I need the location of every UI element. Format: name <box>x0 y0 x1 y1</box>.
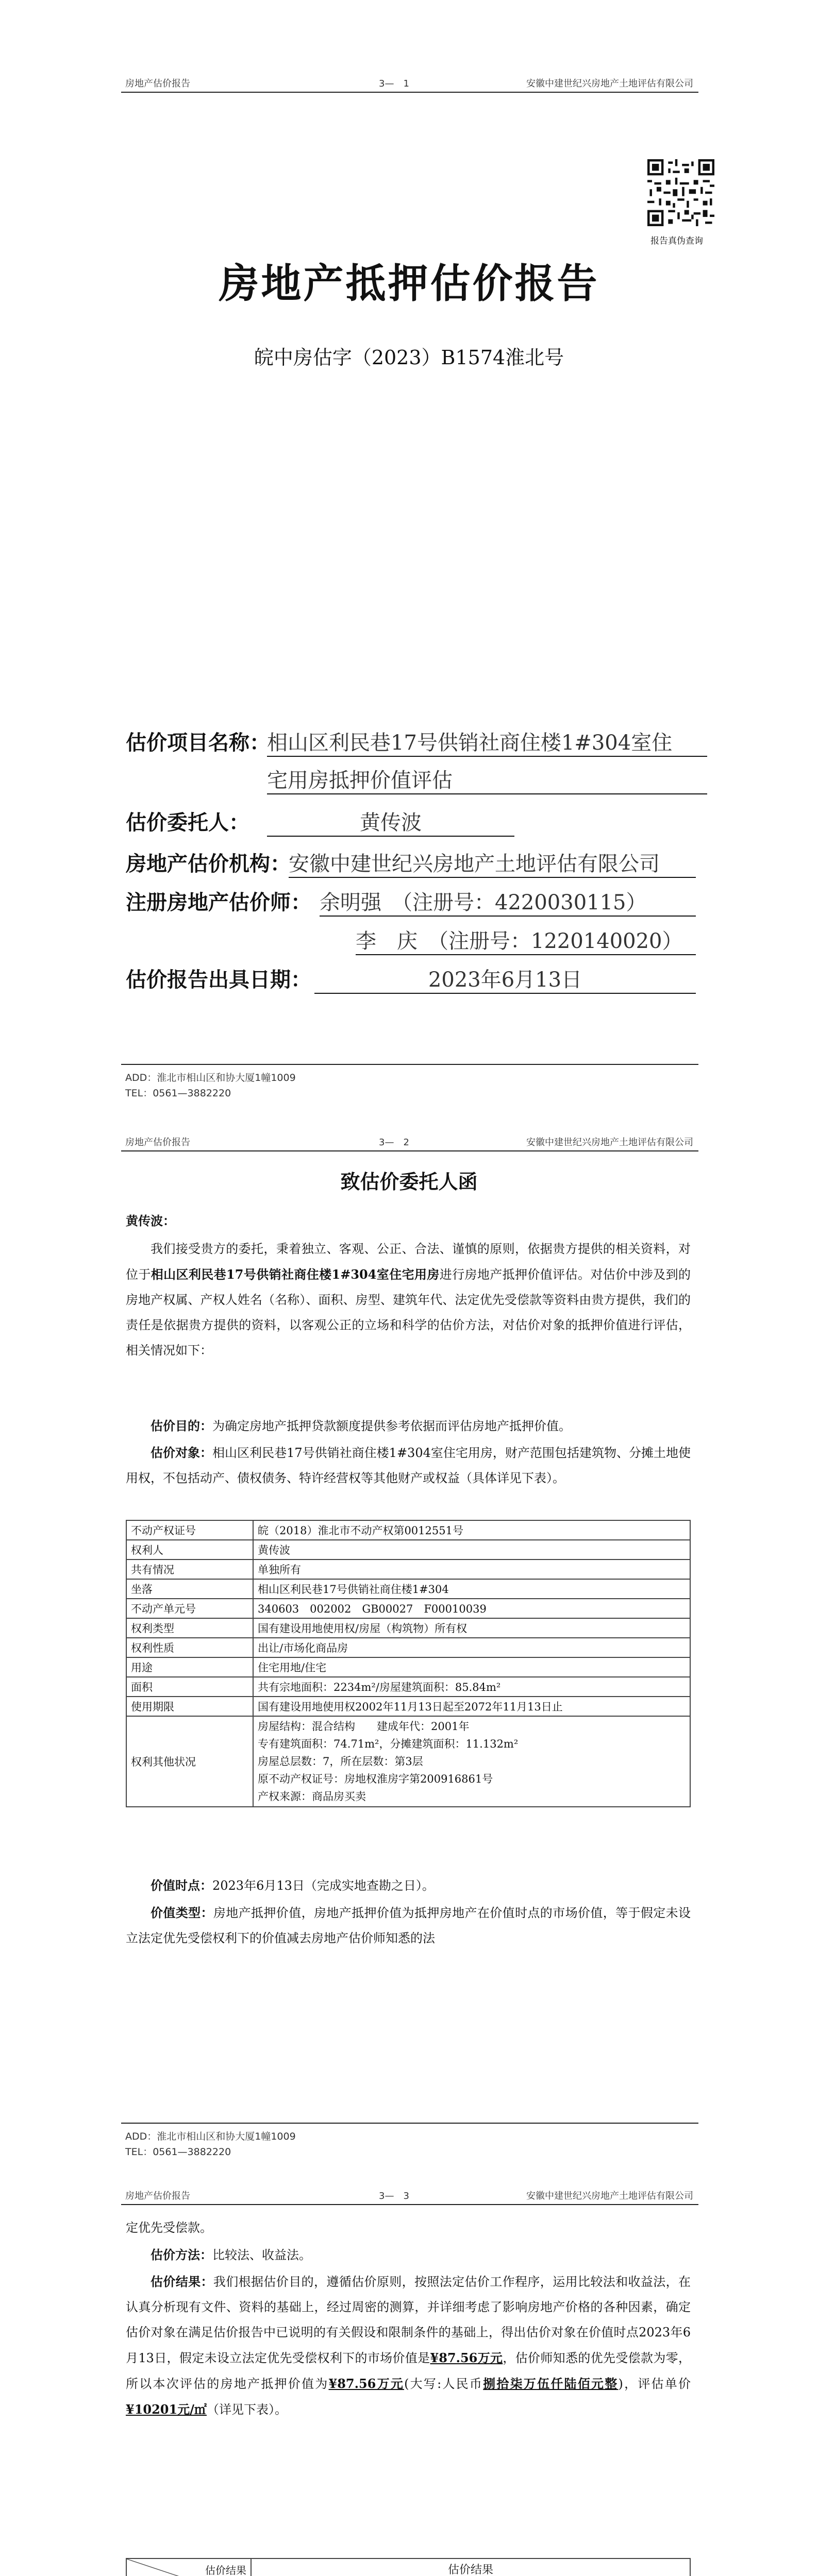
property-field-value: 共有宗地面积：2234m²/房屋建筑面积：85.84m² <box>253 1677 690 1697</box>
property-field-label: 面积 <box>126 1677 253 1697</box>
header-left: 房地产估价报告 <box>125 2191 190 2201</box>
org-value: 安徽中建世纪兴房地产土地评估有限公司 <box>289 848 696 878</box>
result-text-c: (大写:人民币 <box>404 2377 483 2391</box>
header-page-number: 3— 3 <box>379 2191 409 2201</box>
date-value: 2023年6月13日 <box>314 963 696 994</box>
property-table-row <box>126 1716 690 1807</box>
purpose-paragraph <box>126 1413 691 1439</box>
intro-property: 相山区利民巷17号供销社商住楼1#304室住宅用房 <box>151 1267 440 1282</box>
property-table-row <box>126 1520 690 1540</box>
property-table-row <box>126 1599 690 1618</box>
property-field-label: 权利性质 <box>126 1638 253 1657</box>
property-table-row <box>126 1697 690 1716</box>
mortgage-value-upper: 捌拾柒万伍仟陆佰元整 <box>483 2376 619 2391</box>
property-table-row <box>126 1677 690 1697</box>
object-label: 估价对象： <box>151 1445 213 1460</box>
page-cover <box>0 0 818 1100</box>
footer-tel: TEL：0561—3882220 <box>125 2146 231 2158</box>
other-status-line: 房屋结构：混合结构 建成年代：2001年 <box>258 1720 470 1733</box>
result-text: 我们根据估价目的，遵循估价原则，按照法定估价工作程序，运用比较法和收益法，在认真分析现有文件、资料的基础上，经过周密的测算，并详细考虑了影响房地产价格的各种因素，确定估价对象在满足估价报告中已说明的有关假设和限制条件的基础上，得出估价对象在价值时点2023年6月13日，假定未设立法定优先受偿权利下的市场价值是 <box>126 2275 691 2365</box>
org-label: 房地产估价机构： <box>126 852 291 876</box>
property-field-value: 单独所有 <box>253 1560 690 1579</box>
property-field-label: 不动产权证号 <box>126 1520 253 1540</box>
property-table-row <box>126 1560 690 1579</box>
project-value-line2: 宅用房抵押价值评估 <box>267 764 707 794</box>
valuation-table <box>126 2558 691 2576</box>
property-field-value: 出让/市场化商品房 <box>253 1638 690 1657</box>
page-footer <box>121 2123 698 2160</box>
header-right: 安徽中建世纪兴房地产土地评估有限公司 <box>526 78 693 89</box>
header-right: 安徽中建世纪兴房地产土地评估有限公司 <box>526 1137 693 1148</box>
property-other-status <box>253 1716 690 1807</box>
method-text: 比较法、收益法。 <box>212 2248 311 2262</box>
intro-paragraph <box>126 1236 691 1363</box>
valuation-table-wrap <box>126 2558 691 2576</box>
value-point-text: 2023年6月13日（完成实地查勘之日）。 <box>212 1878 435 1893</box>
appraiser-1: 余明强 （注册号：4220030115） <box>320 886 696 917</box>
result-text-d: )，评估单价 <box>618 2377 691 2391</box>
mortgage-value: ¥87.56万元 <box>328 2376 405 2391</box>
property-field-value: 340603 002002 GB00027 F00010039 <box>253 1599 690 1618</box>
result-label: 估价结果： <box>151 2274 213 2289</box>
unit-price: ¥10201元/㎡ <box>126 2402 207 2417</box>
purpose-text: 为确定房地产抵押贷款额度提供参考依据而评估房地产抵押价值。 <box>212 1419 571 1433</box>
client-label: 估价委托人： <box>126 810 249 835</box>
footer-tel: TEL：0561—3882220 <box>125 1088 231 1099</box>
property-table-row <box>126 1618 690 1638</box>
header-left: 房地产估价报告 <box>125 78 190 89</box>
method-label: 估价方法： <box>151 2247 212 2262</box>
header-page-number: 3— 2 <box>379 1137 409 1148</box>
property-field-value: 相山区利民巷17号供销社商住楼1#304 <box>253 1579 690 1599</box>
page-header <box>121 2190 698 2205</box>
value-type-label: 价值类型： <box>151 1905 213 1920</box>
page-header <box>121 1136 698 1151</box>
result-paragraph <box>126 2269 691 2422</box>
appraiser-2: 李 庆 （注册号：1220140020） <box>356 925 696 955</box>
value-type-continued: 定优先受偿款。 <box>126 2221 212 2235</box>
other-status-line: 专有建筑面积：74.71m²，分摊建筑面积：11.132m² <box>258 1738 519 1750</box>
property-field-value: 国有建设用地使用权/房屋（构筑物）所有权 <box>253 1618 690 1638</box>
value-point-label: 价值时点： <box>151 1878 212 1893</box>
page-letter-1 <box>0 1100 818 2200</box>
property-table-row <box>126 1540 690 1560</box>
property-table-wrap <box>126 1520 691 1807</box>
project-value-line1: 相山区利民巷17号供销社商住楼1#304室住 <box>267 726 707 757</box>
col-group-header: 估价结果 <box>251 2558 690 2576</box>
property-table-row <box>126 1638 690 1657</box>
intro-text-end: 进行房地产抵押价值评估。对估价中涉及到的房地产权属、产权人姓名（名称）、面积、房型、建筑年代、法定优先受偿款等资料由贵方提供，我们的责任是依据贵方提供的资料，以客观公正的立场和科学的估价方法，对估价对象的抵押价值进行评估，相关情况如下： <box>126 1267 691 1358</box>
page-header <box>121 77 698 93</box>
letter-title: 致估价委托人函 <box>340 1170 478 1193</box>
appraiser-label: 注册房地产估价师： <box>126 890 311 914</box>
page-footer <box>121 1064 698 1101</box>
property-table-row <box>126 1579 690 1599</box>
other-status-line: 原不动产权证号：房地权淮房字第200916861号 <box>258 1773 493 1785</box>
date-label: 估价报告出具日期： <box>126 968 311 992</box>
project-label: 估价项目名称： <box>126 731 270 755</box>
corner-diagonal <box>127 2559 251 2576</box>
property-table-row <box>126 1657 690 1677</box>
footer-address: ADD：淮北市相山区和协大厦1幢1009 <box>125 2131 296 2142</box>
intro-text: 我们接受贵方的委托，秉着独立、客观、公正、合法、谨慎的原则，依据贵方提供的相关资料，对位于 <box>126 1242 691 1282</box>
corner-cell <box>126 2558 251 2576</box>
property-field-label: 权利类型 <box>126 1618 253 1638</box>
method-paragraph <box>126 2242 691 2268</box>
property-field-label: 权利人 <box>126 1540 253 1560</box>
header-page-number: 3— 1 <box>379 78 409 89</box>
salutation-text: 黄传波： <box>126 1213 175 1228</box>
market-value: ¥87.56万元 <box>430 2350 503 2365</box>
salutation <box>126 1208 691 1234</box>
footer-address: ADD：淮北市相山区和协大厦1幢1009 <box>125 1072 296 1083</box>
other-status-line: 产权来源：商品房买卖 <box>258 1790 366 1803</box>
property-field-label: 用途 <box>126 1657 253 1677</box>
header-left: 房地产估价报告 <box>125 1137 190 1148</box>
qr-caption: 报告真伪查询 <box>650 236 703 246</box>
object-text: 相山区利民巷17号供销社商住楼1#304室住宅用房，财产范围包括建筑物、分摊土地使用权，不包括动产、债权债务、特许经营权等其他财产或权益（具体详见下表）。 <box>126 1446 691 1485</box>
value-type-text: 房地产抵押价值，房地产抵押价值为抵押房地产在价值时点的市场价值，等于假定未设立法定优先受偿权利下的价值减去房地产估价师知悉的法 <box>126 1906 691 1945</box>
client-value: 黄传波 <box>267 806 514 837</box>
corner-top: 估价结果 <box>205 2564 246 2576</box>
report-number: 皖中房估字（2023）B1574淮北号 <box>254 346 564 369</box>
qr-code[interactable] <box>647 159 714 226</box>
property-field-value: 黄传波 <box>253 1540 690 1560</box>
header-right: 安徽中建世纪兴房地产土地评估有限公司 <box>526 2191 693 2201</box>
page-letter-2 <box>0 2191 818 2576</box>
property-table <box>126 1520 691 1807</box>
purpose-label: 估价目的： <box>151 1418 212 1433</box>
report-title: 房地产抵押估价报告 <box>219 260 599 307</box>
property-field-label: 不动产单元号 <box>126 1599 253 1618</box>
property-field-label: 权利其他状况 <box>126 1716 253 1807</box>
property-field-value: 住宅用地/住宅 <box>253 1657 690 1677</box>
other-status-line: 房屋总层数：7，所在层数：第3层 <box>258 1755 423 1768</box>
result-text-e: （详见下表）。 <box>206 2402 287 2417</box>
object-paragraph <box>126 1440 691 1491</box>
property-field-label: 坐落 <box>126 1579 253 1599</box>
result-text-b: ，估价师知悉的优先受偿款为零，所以本次评估的房地产抵押价值为 <box>126 2351 691 2391</box>
property-field-label: 共有情况 <box>126 1560 253 1579</box>
value-point-paragraph <box>126 1873 691 1899</box>
value-type-paragraph <box>126 1900 691 1951</box>
property-field-value: 皖（2018）淮北市不动产权第0012551号 <box>253 1520 690 1540</box>
property-field-value: 国有建设用地使用权2002年11月13日起至2072年11月13日止 <box>253 1697 690 1716</box>
property-field-label: 使用期限 <box>126 1697 253 1716</box>
